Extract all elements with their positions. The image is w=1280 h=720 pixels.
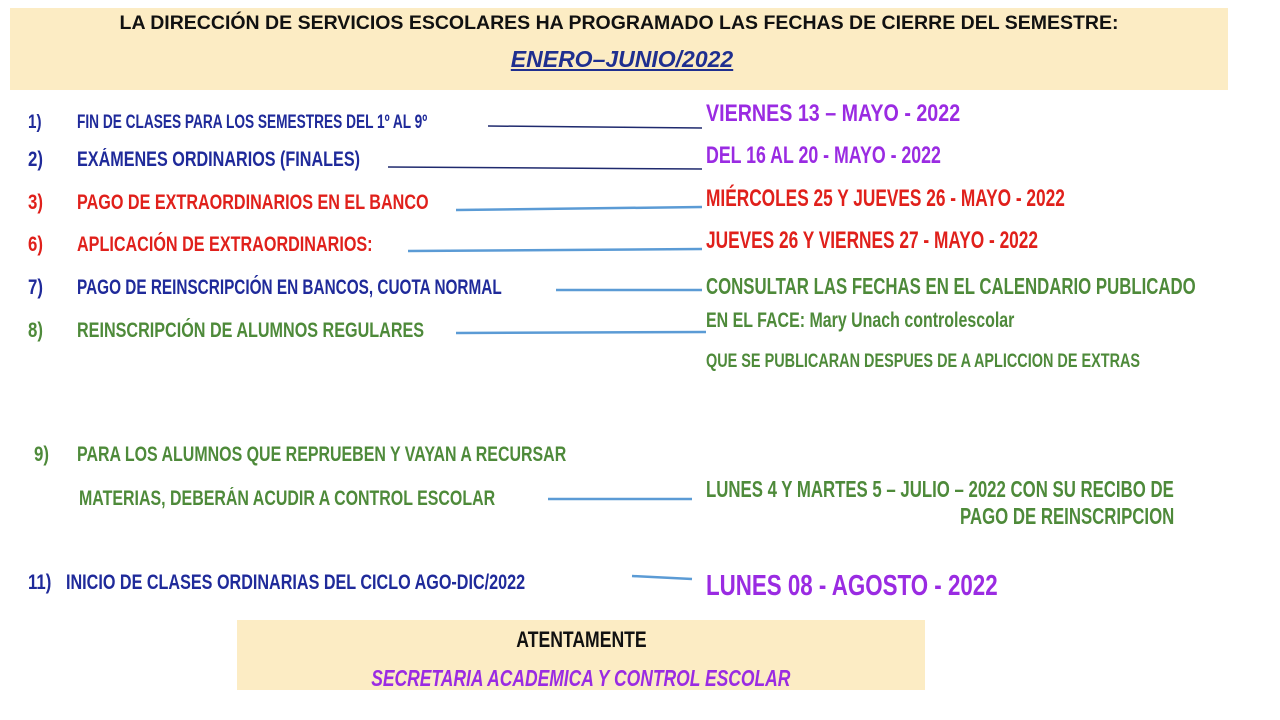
item-1-label: FIN DE CLASES PARA LOS SEMESTRES DEL 1º AL 9º [77,112,428,133]
item-3-date: MIÉRCOLES 25 Y JUEVES 26 - MAYO - 2022 [706,185,1065,212]
item-9-number: 9) [34,443,49,466]
item-6-date: JUEVES 26 Y VIERNES 27 - MAYO - 2022 [706,227,1039,254]
item-11-date: LUNES 08 - AGOSTO - 2022 [706,570,998,602]
item-11-number: 11) [28,571,52,594]
item-11-label: INICIO DE CLASES ORDINARIAS DEL CICLO AGO-DIC/2022 [66,571,526,594]
item-6-number: 6) [28,233,43,256]
item-3-label: PAGO DE EXTRAORDINARIOS EN EL BANCO [77,191,429,214]
item-1-date: VIERNES 13 – MAYO - 2022 [706,100,961,127]
item-7-date: CONSULTAR LAS FECHAS EN EL CALENDARIO PUBLICADO [706,273,1196,299]
item-7-label: PAGO DE REINSCRIPCIÓN EN BANCOS, CUOTA NORMAL [77,276,502,299]
item-1-number: 1) [28,112,42,133]
item-8-date: EN EL FACE: Mary Unach controlescolar [706,309,1015,332]
item-9-label-continued: MATERIAS, DEBERÁN ACUDIR A CONTROL ESCOLAR [79,487,496,510]
item-8-label: REINSCRIPCIÓN DE ALUMNOS REGULARES [77,319,425,342]
footer-closing: ATENTAMENTE [515,627,647,652]
item-8-number: 8) [28,319,43,342]
item-9-label: PARA LOS ALUMNOS QUE REPRUEBEN Y VAYAN A RECURSAR [77,443,567,466]
item-9-date: LUNES 4 Y MARTES 5 – JULIO – 2022 CON SU RECIBO DE [706,476,1174,502]
item-7-number: 7) [28,276,43,299]
footer-signature: SECRETARIA ACADEMICA Y CONTROL ESCOLAR [371,665,791,691]
item-2-date: DEL 16 AL 20 - MAYO - 2022 [706,142,941,169]
item-9-date-continued: PAGO DE REINSCRIPCION [960,503,1175,529]
item-8-note: QUE SE PUBLICARAN DESPUES DE A APLICCION DE EXTRAS [706,351,1141,372]
item-2-label: EXÁMENES ORDINARIOS (FINALES) [77,148,360,171]
header-title: LA DIRECCIÓN DE SERVICIOS ESCOLARES HA PROGRAMADO LAS FECHAS DE CIERRE DEL SEMESTRE: [119,12,1119,34]
header-period: ENERO–JUNIO/2022 [510,46,734,72]
item-6-label: APLICACIÓN DE EXTRAORDINARIOS: [77,233,373,256]
item-3-number: 3) [28,191,43,214]
item-2-number: 2) [28,148,43,171]
